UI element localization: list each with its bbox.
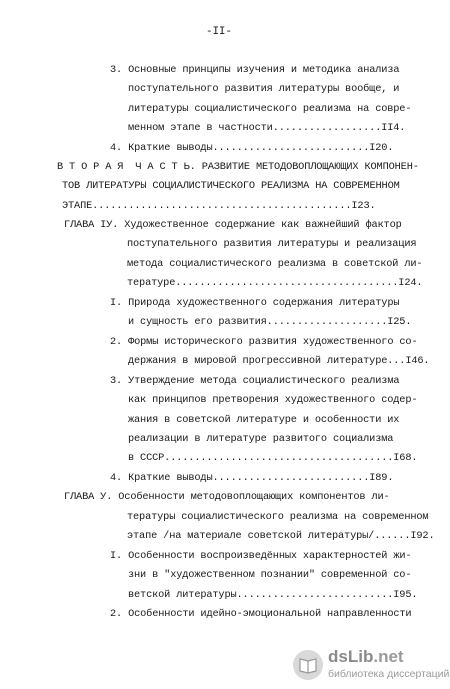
book-icon [292, 649, 324, 681]
toc-line: поступательного развития литературы и реализация [127, 238, 417, 250]
chapter-line: ГЛАВА У. Особенности методовоплощающих компонентов ли- [64, 491, 390, 503]
dslib-watermark [292, 647, 450, 683]
toc-line: держания в мировой прогрессивной литературе...I46. [128, 355, 430, 367]
toc-line: как принципов претворения художественного содер- [128, 394, 418, 406]
toc-line: тературе.....................................I24. [127, 277, 423, 289]
toc-line: литературы социалистического реализма на совре- [128, 103, 412, 115]
toc-line: I. Особенности воспроизведённых характерностей жи- [110, 550, 412, 562]
toc-line: 3. Основные принципы изучения и методика анализа [110, 64, 400, 76]
toc-line: поступательного развития литературы вообще, и [128, 83, 400, 95]
toc-line: 4. Краткие выводы..........................I89. [110, 472, 394, 484]
toc-line: ветской литературы..........................I95. [128, 589, 418, 601]
toc-line: жания в советской литературе и особенности их [128, 414, 400, 426]
toc-line: 4. Краткие выводы..........................I20. [110, 142, 394, 154]
watermark-logo: dsLib.net [328, 647, 404, 666]
toc-line: этапе /на материале советской литературы/......I92. [127, 530, 435, 542]
toc-line: тературы социалистического реализма на современном [127, 511, 429, 523]
toc-line: менном этапе в частности..................II4. [128, 122, 406, 134]
toc-line: в СССР......................................I68. [128, 452, 418, 464]
section-heading: ЭТАПЕ...........................................I23. [62, 200, 376, 212]
toc-line: 2. Формы исторического развития художественного со- [110, 336, 418, 348]
toc-line: I. Природа художественного содержания литературы [110, 297, 400, 309]
page-number: -II- [206, 26, 232, 38]
section-heading: ТОВ ЛИТЕРАТУРЫ СОЦИАЛИСТИЧЕСКОГО РЕАЛИЗМА НА СОВРЕМЕННОМ [62, 180, 400, 192]
toc-line: 3. Утверждение метода социалистического реализма [110, 375, 400, 387]
chapter-line: ГЛАВА IУ. Художественное содержание как важнейший фактор [64, 219, 402, 231]
toc-line: зни в "художественном познании" современной со- [128, 569, 412, 581]
toc-line: реализации в литературе развитого социализма [128, 433, 394, 445]
toc-line: и сущность его развития....................I25. [128, 316, 412, 328]
watermark-tagline: библиотека диссертаций [328, 668, 450, 680]
toc-line: 2. Особенности идейно-эмоциональной направленности [110, 608, 412, 620]
section-heading: В Т О Р А Я Ч А С Т Ь. РАЗВИТИЕ МЕТОДОВОПЛОЩАЮЩИХ КОМПОНЕН- [57, 161, 419, 173]
toc-line: метода социалистического реализма в советской ли- [127, 258, 423, 270]
